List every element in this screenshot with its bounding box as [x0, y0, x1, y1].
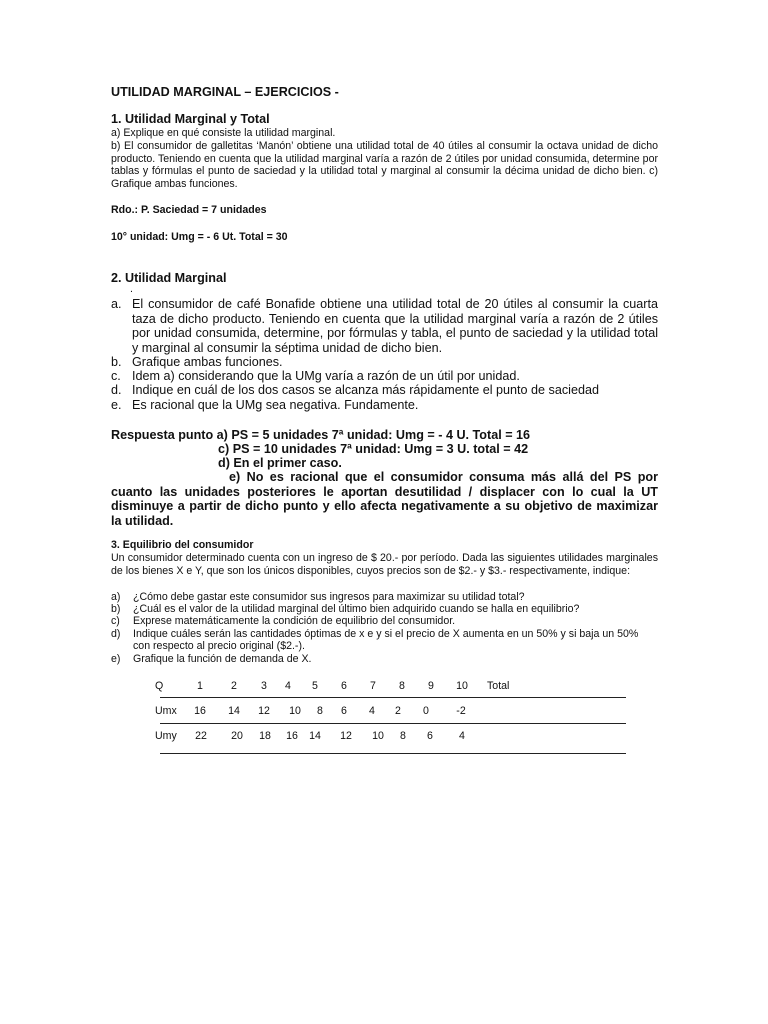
section-2-item-b: [111, 355, 658, 370]
table-cell: 5: [312, 680, 318, 692]
section-1-result-saciedad: Rdo.: P. Saciedad = 7 unidades: [111, 204, 267, 216]
table-cell: 8: [400, 730, 406, 742]
table-cell: 22: [195, 730, 207, 742]
table-cell: 12: [340, 730, 352, 742]
table-rule: [160, 697, 626, 698]
table-cell: 10: [456, 680, 468, 692]
item-text: Indique en cuál de los dos casos se alcanza más rápidamente el punto de saciedad: [132, 383, 599, 397]
table-cell: 6: [341, 705, 347, 717]
table-cell: 8: [399, 680, 405, 692]
table-cell: 16: [194, 705, 206, 717]
item-marker: b.: [111, 355, 122, 369]
table-cell: 7: [370, 680, 376, 692]
section-3-item-b: [111, 603, 658, 615]
answer-line-3: d) En el primer caso.: [218, 456, 342, 470]
item-marker: a.: [111, 297, 122, 311]
table-rule: [160, 753, 626, 754]
item-text: El consumidor de café Bonafide obtiene una utilidad total de 20 útiles al consumir la cuarta taza de dicho producto. Teniendo en cuenta que la utilidad marginal varía a razón de 2 útiles por unidad consumida, determine, por fórmulas y tabla, el punto de saciedad y la utilidad total y marginal al consumir la séptima unidad de dicho bien.: [132, 297, 658, 355]
table-cell: 14: [309, 730, 321, 742]
table-cell: 8: [317, 705, 323, 717]
table-cell: Total: [487, 680, 510, 692]
item-text: Grafique ambas funciones.: [132, 355, 283, 369]
table-cell: 12: [258, 705, 270, 717]
item-text: Grafique la función de demanda de X.: [133, 653, 312, 665]
section-2-item-c: [111, 369, 658, 384]
section-1-item-a: a) Explique en qué consiste la utilidad marginal.: [111, 127, 336, 139]
item-text: Indique cuáles serán las cantidades óptimas de x e y si el precio de X aumenta en un 50% y si baja un 50% con respecto al precio original ($2.-).: [133, 628, 639, 653]
item-marker: c): [111, 615, 120, 627]
table-cell: 16: [286, 730, 298, 742]
section-2-heading: 2. Utilidad Marginal: [111, 271, 227, 285]
table-cell: 0: [423, 705, 429, 717]
table-cell: 1: [197, 680, 203, 692]
table-cell: 20: [231, 730, 243, 742]
table-cell: 10: [289, 705, 301, 717]
answer-line-2: c) PS = 10 unidades 7ª unidad: Umg = 3 U. total = 42: [218, 442, 529, 456]
answer-line-4: e) No es racional que el consumidor consuma más allá del PS por cuanto las unidades posteriores le aportan desutilidad / displacer con lo cual la UT disminuye a partir de dicho punto y ello afecta negativamente a su objetivo de maximizar la utilidad.: [111, 470, 658, 528]
section-1-result-decima: 10° unidad: Umg = - 6 Ut. Total = 30: [111, 231, 288, 243]
table-row-label: Umy: [155, 730, 177, 742]
document-title: UTILIDAD MARGINAL – EJERCICIOS -: [111, 85, 339, 99]
section-3-item-e: [111, 653, 658, 665]
section-3-body: Un consumidor determinado cuenta con un ingreso de $ 20.- por período. Dada las siguientes utilidades marginales de los bienes X e Y, que son los únicos disponibles, cuyos precios son de $2.- y $3.- respectivamente, indique:: [111, 552, 658, 577]
table-cell: 4: [369, 705, 375, 717]
table-cell: 2: [231, 680, 237, 692]
table-cell: 9: [428, 680, 434, 692]
section-3-item-c: [111, 615, 658, 627]
item-marker: a): [111, 591, 121, 603]
section-2-dot: .: [130, 283, 133, 295]
table-cell: 3: [261, 680, 267, 692]
item-text: ¿Cuál es el valor de la utilidad marginal del último bien adquirido cuando se halla en equilibrio?: [133, 603, 580, 615]
table-cell: 4: [459, 730, 465, 742]
item-text: ¿Cómo debe gastar este consumidor sus ingresos para maximizar su utilidad total?: [133, 591, 525, 603]
section-1-item-b: b) El consumidor de galletitas ‘Manón’ obtiene una utilidad total de 40 útiles al consumir la octava unidad de dicho producto. Teniendo en cuenta que la utilidad marginal varía a razón de 2 útiles por unidad consumida, determine por tablas y fórmulas el punto de saciedad y la utilidad total y marginal al consumir la décima unidad de dicho bien. c) Grafique ambas funciones.: [111, 140, 658, 190]
item-marker: d.: [111, 383, 122, 397]
table-rule: [160, 723, 626, 724]
table-cell: 6: [341, 680, 347, 692]
item-marker: b): [111, 603, 121, 615]
section-2-item-a: [111, 297, 658, 355]
section-2-item-e: [111, 398, 658, 413]
item-marker: e): [111, 653, 121, 665]
table-cell: -2: [456, 705, 466, 717]
answer-line-1: Respuesta punto a) PS = 5 unidades 7ª unidad: Umg = - 4 U. Total = 16: [111, 428, 531, 442]
section-3-heading: 3. Equilibrio del consumidor: [111, 539, 254, 551]
item-marker: c.: [111, 369, 121, 383]
table-cell: 2: [395, 705, 401, 717]
item-text: Es racional que la UMg sea negativa. Fundamente.: [132, 398, 419, 412]
item-text: Idem a) considerando que la UMg varía a razón de un útil por unidad.: [132, 369, 520, 383]
item-marker: d): [111, 628, 121, 640]
section-1-heading: 1. Utilidad Marginal y Total: [111, 112, 270, 126]
table-row-label: Q: [155, 680, 164, 692]
table-cell: 4: [285, 680, 291, 692]
table-cell: 14: [228, 705, 240, 717]
item-text: Exprese matemáticamente la condición de equilibrio del consumidor.: [133, 615, 456, 627]
table-row-label: Umx: [155, 705, 177, 717]
section-3-item-a: [111, 591, 658, 603]
table-cell: 6: [427, 730, 433, 742]
section-2-item-d: [111, 383, 658, 398]
section-3-item-d: [111, 628, 658, 653]
table-cell: 18: [259, 730, 271, 742]
table-cell: 10: [372, 730, 384, 742]
item-marker: e.: [111, 398, 122, 412]
